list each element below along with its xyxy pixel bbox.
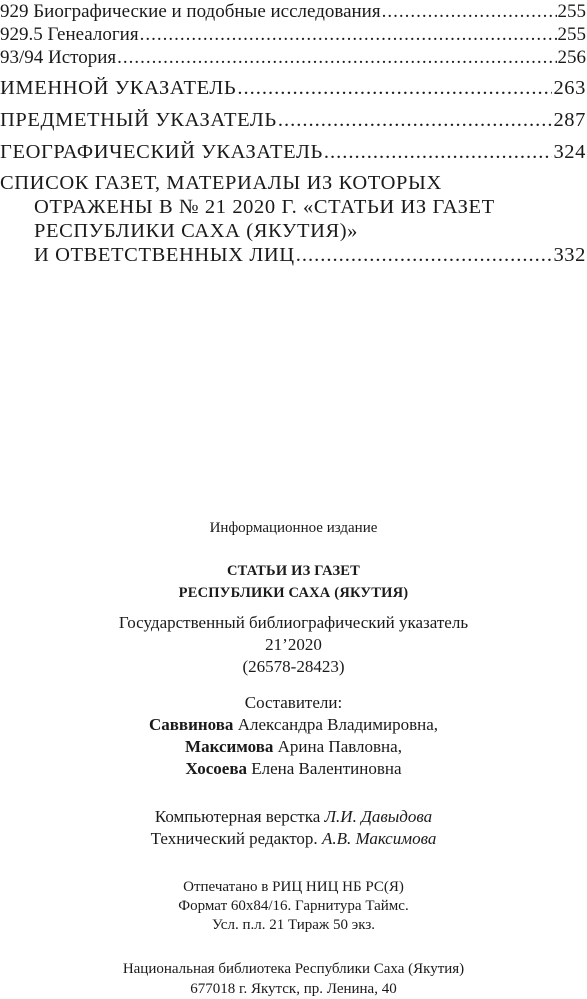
publication-description: Государственный библиографический указатель <box>118 613 469 632</box>
toc-section-last-line <box>0 243 586 267</box>
toc-entry-page: 255 <box>557 1 586 22</box>
toc-section-label: ИМЕННОЙ УКАЗАТЕЛЬ <box>0 77 237 99</box>
toc-section-subject-index[interactable] <box>0 107 586 133</box>
compiler-name: Арина Павловна, <box>273 737 402 756</box>
toc-section-label-line: И ОТВЕТСТВЕННЫХ ЛИЦ <box>34 244 295 266</box>
layout-label: Компьютерная верстка <box>154 807 325 826</box>
publication-title-line-1: СТАТЬИ ИЗ ГАЗЕТ <box>226 563 361 579</box>
toc-section-page: 263 <box>553 77 586 99</box>
toc-section-page: 332 <box>553 244 586 266</box>
compilers-label: Составители: <box>244 693 343 712</box>
editor-label: Технический редактор. <box>150 829 322 848</box>
print-run: Усл. п.л. 21 Тираж 50 экз. <box>211 917 375 933</box>
compiler-surname: Хосоева <box>185 759 247 778</box>
toc-entry-label: 929.5 Генеалогия <box>0 24 139 45</box>
compiler <box>0 736 587 758</box>
entry-range: (26578-28423) <box>242 657 345 676</box>
publication-title-line-2: РЕСПУБЛИКИ САХА (ЯКУТИЯ) <box>178 585 409 601</box>
toc-entry[interactable] <box>0 46 586 69</box>
compiler <box>0 758 587 780</box>
toc-leader-dots <box>140 23 557 46</box>
layout-person: Л.И. Давыдова <box>324 807 433 826</box>
toc-section-label: ГЕОГРАФИЧЕСКИЙ УКАЗАТЕЛЬ <box>0 141 323 163</box>
toc-section-label-line: ОТРАЖЕНЫ В № 21 2020 Г. «СТАТЬИ ИЗ ГАЗЕТ <box>34 196 495 218</box>
toc-entry[interactable] <box>0 23 586 46</box>
toc-leader-dots <box>382 0 557 23</box>
toc-leader-dots <box>278 107 553 133</box>
toc-section-label-line: РЕСПУБЛИКИ САХА (ЯКУТИЯ)» <box>34 220 359 242</box>
table-of-contents <box>0 0 586 267</box>
toc-entry-label: 929 Биографические и подобные исследования <box>0 1 381 22</box>
compiler <box>0 714 587 736</box>
toc-section-page: 324 <box>553 141 586 163</box>
toc-leader-dots <box>117 46 556 69</box>
compiler-surname: Саввинова <box>148 715 234 734</box>
layout-credit <box>0 806 587 828</box>
print-format: Формат 60x84/16. Гарнитура Таймс. <box>178 898 409 914</box>
toc-entry[interactable] <box>0 0 586 23</box>
printed-by: Отпечатано в РИЦ НИЦ НБ РС(Я) <box>183 879 404 895</box>
compiler-name: Александра Владимировна, <box>233 715 439 734</box>
toc-section-geographic-index[interactable] <box>0 139 586 165</box>
toc-leader-dots <box>237 75 552 101</box>
toc-section-name-index[interactable] <box>0 75 586 101</box>
compiler-surname: Максимова <box>185 737 274 756</box>
toc-leader-dots <box>324 139 553 165</box>
imprint-block <box>0 518 587 999</box>
compiler-name: Елена Валентиновна <box>247 759 402 778</box>
toc-section-newspaper-list[interactable] <box>0 171 586 267</box>
toc-section-label: ПРЕДМЕТНЫЙ УКАЗАТЕЛЬ <box>0 109 277 131</box>
toc-section-page: 287 <box>553 109 586 131</box>
toc-leader-dots <box>296 243 553 267</box>
toc-entry-page: 256 <box>557 47 586 68</box>
edition-type: Информационное издание <box>209 520 378 536</box>
issue-number: 21’2020 <box>265 635 322 654</box>
library-name: Национальная библиотека Республики Саха (Якутия) <box>122 961 465 977</box>
editor-person: А.В. Максимова <box>321 829 437 848</box>
toc-entry-page: 255 <box>557 24 586 45</box>
toc-section-label-line: СПИСОК ГАЗЕТ, МАТЕРИАЛЫ ИЗ КОТОРЫХ <box>0 172 442 194</box>
toc-entry-label: 93/94 История <box>0 47 117 68</box>
editor-credit <box>0 828 587 850</box>
library-address: 677018 г. Якутск, пр. Ленина, 40 <box>190 981 397 997</box>
